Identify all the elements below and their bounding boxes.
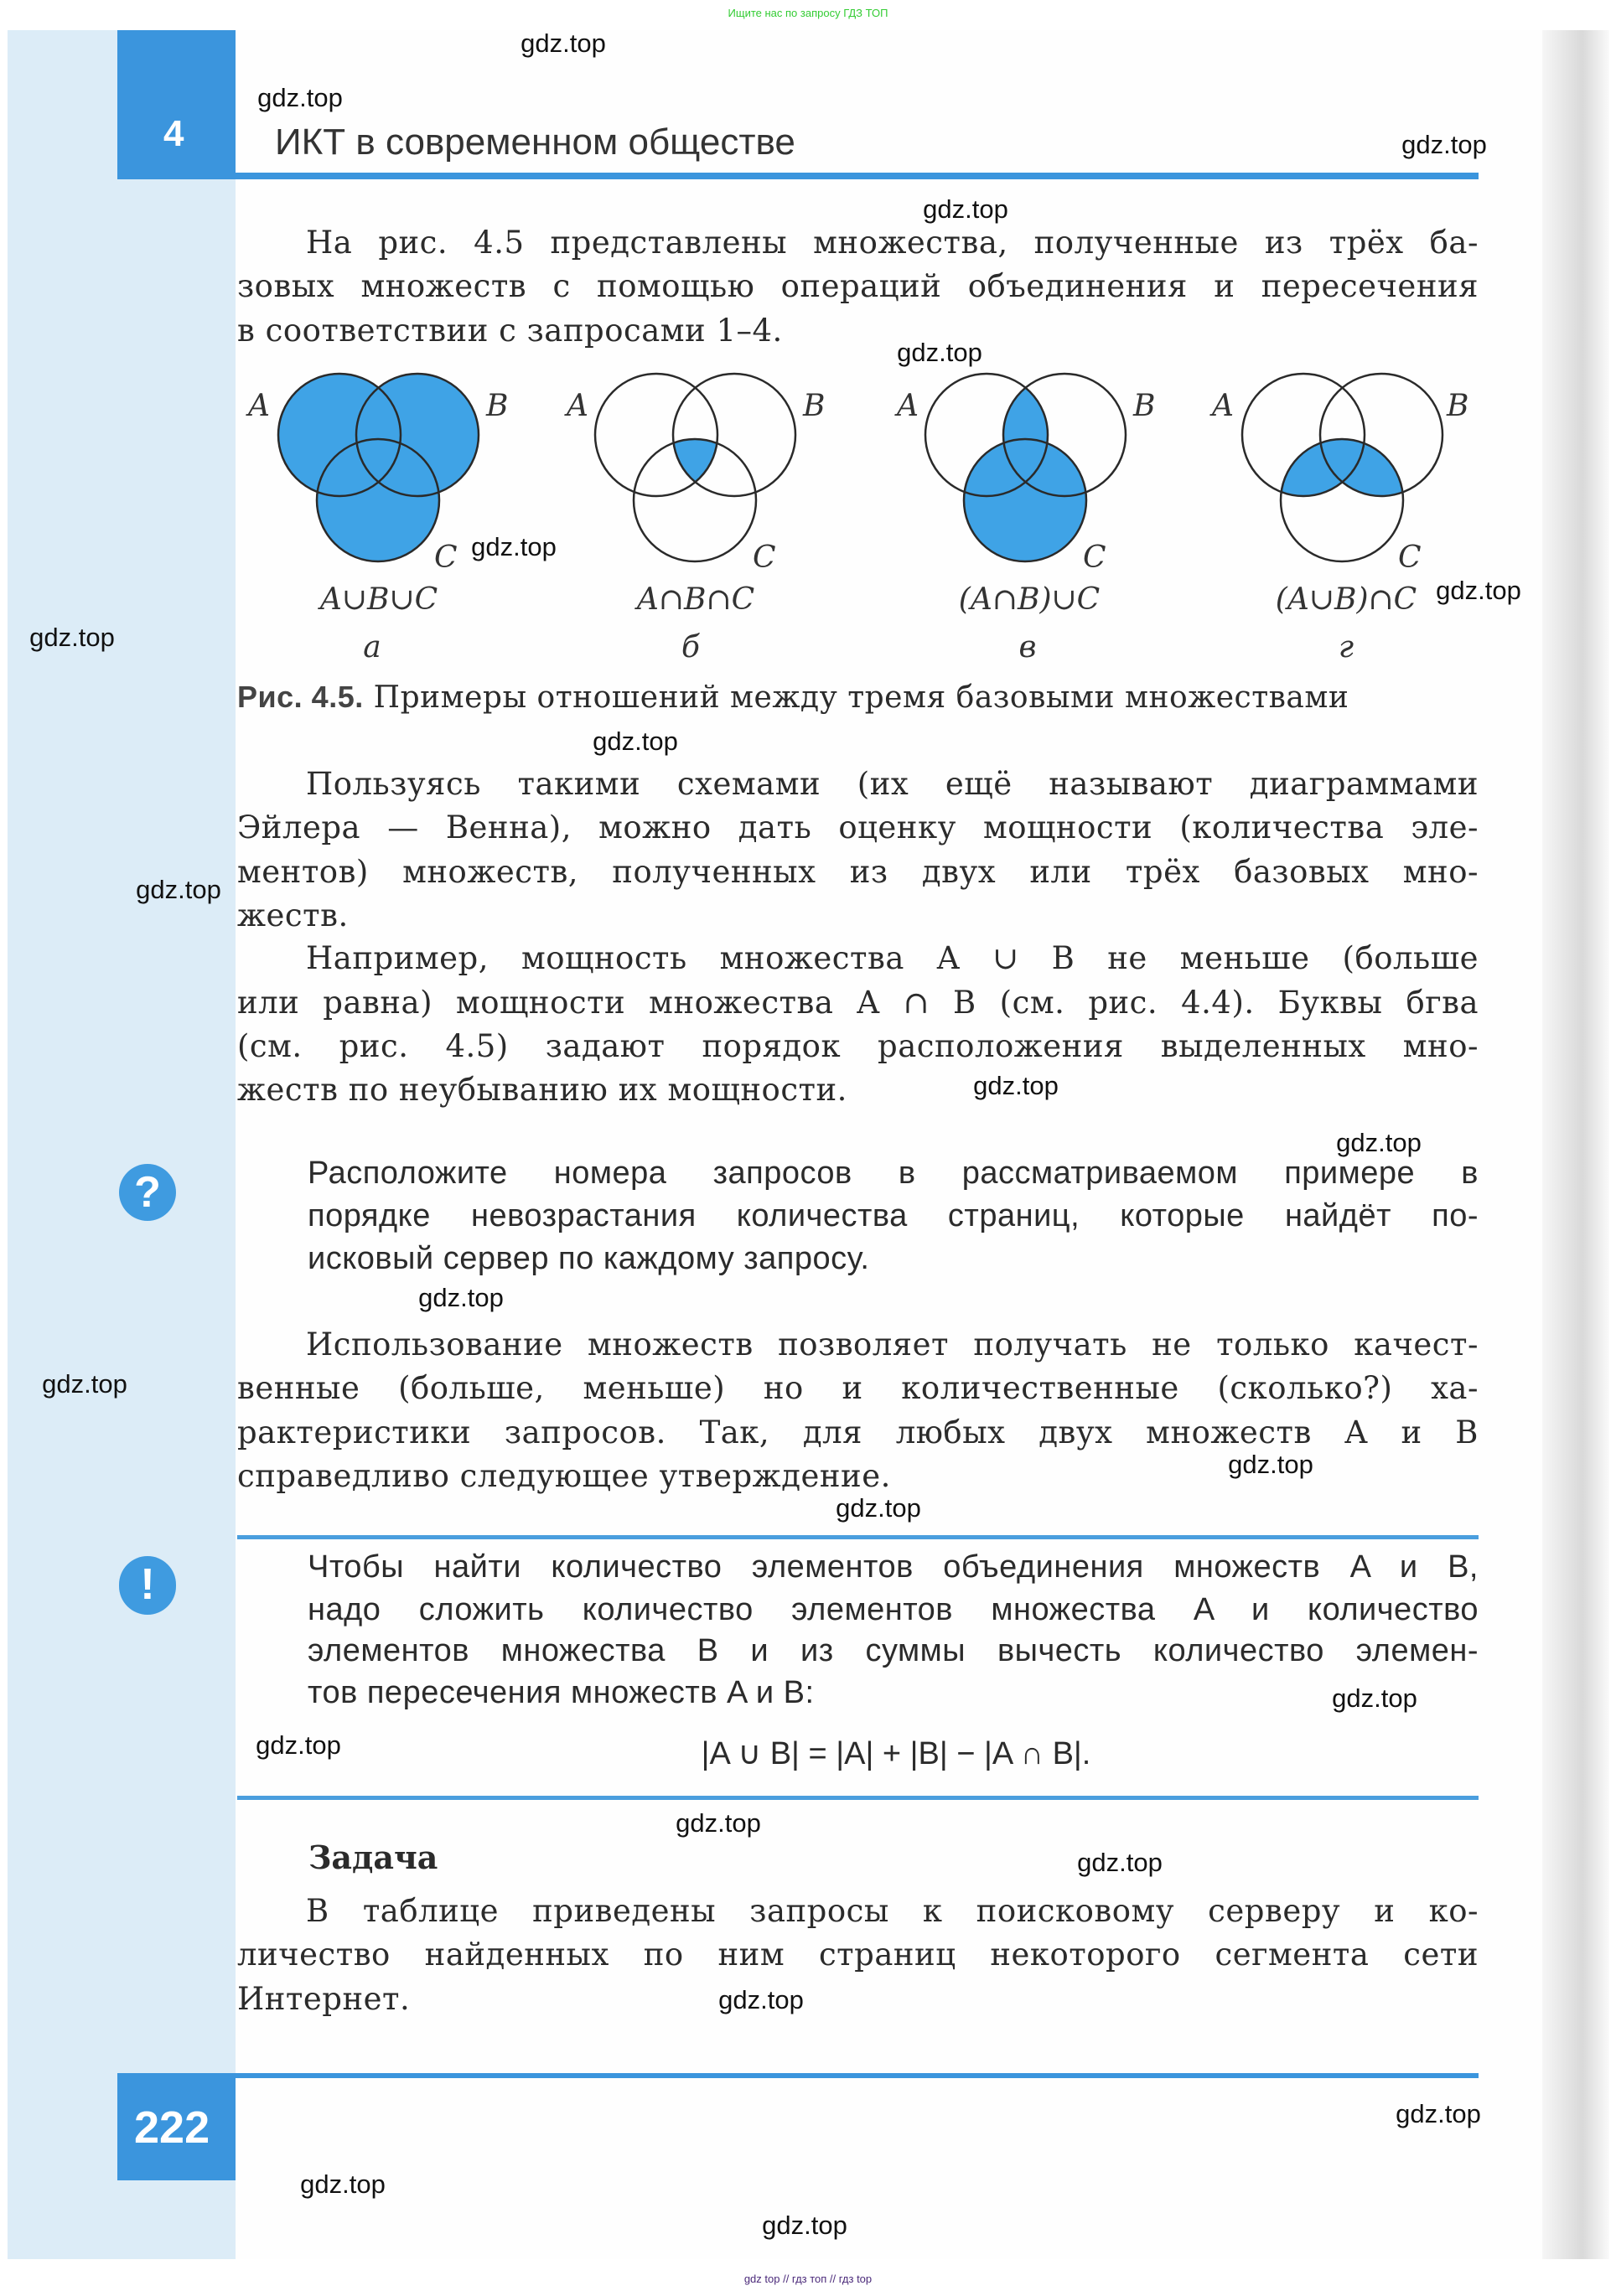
top-note: Ищите нас по запросу ГДЗ ТОП xyxy=(728,7,888,19)
watermark: gdz.top xyxy=(593,727,678,756)
text-line: Использование множеств позволяет получать не только качест- xyxy=(306,1326,1479,1363)
text-line: или равна) мощности множества A ∩ B (см. рис. 4.4). Буквы бгва xyxy=(237,985,1479,1021)
watermark: gdz.top xyxy=(1077,1848,1163,1877)
text-line: На рис. 4.5 представлены множества, полученные из трёх ба- xyxy=(306,225,1479,261)
watermark: gdz.top xyxy=(923,194,1008,224)
watermark: gdz.top xyxy=(256,1730,341,1760)
diagram-letter: в xyxy=(1018,630,1037,664)
question-icon: ? xyxy=(119,1164,176,1221)
rule-line: элементов множества B и из суммы вычесть количество элемен- xyxy=(308,1633,1479,1668)
rule-box-bottom-divider xyxy=(237,1796,1479,1800)
rule-line: надо сложить количество элементов множества A и количество xyxy=(308,1592,1479,1627)
set-label-a: A xyxy=(248,389,270,423)
watermark: gdz.top xyxy=(1396,2099,1481,2128)
text-line: венные (больше, меньше) но и количественные (сколько?) ха- xyxy=(237,1370,1479,1406)
figure-caption xyxy=(237,675,1479,720)
set-label-c: C xyxy=(434,540,458,575)
text-line: (см. рис. 4.5) задают порядок расположения выделенных мно- xyxy=(237,1028,1479,1064)
watermark: gdz.top xyxy=(1336,1128,1422,1157)
watermark: gdz.top xyxy=(1401,130,1487,159)
watermark: gdz.top xyxy=(418,1283,504,1312)
footer-note: gdz top // гдз топ // гдз top xyxy=(743,2273,873,2285)
diagram-letter: б xyxy=(681,630,700,664)
set-label-a: A xyxy=(567,389,588,423)
set-label-a: A xyxy=(897,389,919,423)
watermark: gdz.top xyxy=(718,1985,804,2014)
text-line: справедливо следующее утверждение. xyxy=(237,1458,891,1494)
text-line: Интернет. xyxy=(237,1981,411,2017)
set-label-b: B xyxy=(803,389,826,423)
set-label-a: A xyxy=(1212,389,1234,423)
set-label-c: C xyxy=(753,540,776,575)
caption-text: Примеры отношений между тремя базовыми множествами xyxy=(373,680,1349,715)
page-number: 222 xyxy=(134,2102,210,2153)
text-line: жеств по неубыванию их мощности. xyxy=(237,1072,847,1108)
watermark: gdz.top xyxy=(300,2169,386,2199)
watermark: gdz.top xyxy=(973,1071,1059,1100)
watermark: gdz.top xyxy=(897,338,982,367)
exclamation-icon: ! xyxy=(119,1556,176,1615)
text-line: жеств. xyxy=(237,897,349,933)
rule-box-top-divider xyxy=(237,1535,1479,1539)
watermark: gdz.top xyxy=(471,532,557,561)
watermark: gdz.top xyxy=(29,623,115,652)
watermark: gdz.top xyxy=(836,1493,921,1523)
venn-figure xyxy=(0,0,1616,670)
question-line: исковый сервер по каждому запросу. xyxy=(308,1241,870,1276)
watermark: gdz.top xyxy=(1436,576,1521,605)
watermark: gdz.top xyxy=(1332,1683,1417,1713)
footer-rule xyxy=(117,2073,1479,2078)
text-line: рактеристики запросов. Так, для любых двух множеств A и B xyxy=(237,1414,1479,1451)
watermark: gdz.top xyxy=(762,2211,847,2240)
question-line: порядке невозрастания количества страниц, которые найдёт по- xyxy=(308,1198,1479,1233)
watermark: gdz.top xyxy=(521,28,606,58)
set-a-outline xyxy=(595,374,717,496)
set-label-c: C xyxy=(1398,540,1422,575)
set-label-b: B xyxy=(1133,389,1156,423)
caption-label: Рис. 4.5. xyxy=(237,680,364,714)
rule-line: тов пересечения множеств A и B: xyxy=(308,1675,815,1710)
watermark: gdz.top xyxy=(42,1369,127,1399)
set-label-b: B xyxy=(1447,389,1469,423)
formula: |A ∪ B| = |A| + |B| − |A ∩ B|. xyxy=(701,1736,1091,1771)
diagram-expression: (A∩B)∪C xyxy=(958,582,1101,617)
page-title: ИКТ в современном обществе xyxy=(275,122,795,163)
diagram-letter: г xyxy=(1338,630,1354,664)
watermark: gdz.top xyxy=(136,875,221,904)
watermark: gdz.top xyxy=(1228,1450,1313,1479)
rule-line: Чтобы найти количество элементов объединения множеств A и B, xyxy=(308,1549,1479,1585)
set-label-b: B xyxy=(486,389,509,423)
text-line: зовых множеств с помощью операций объединения и пересечения xyxy=(237,268,1479,304)
text-line: Например, мощность множества A ∪ B не меньше (больше xyxy=(306,940,1479,976)
watermark: gdz.top xyxy=(676,1808,761,1838)
diagram-expression: A∩B∩C xyxy=(636,582,755,617)
text-line: В таблице приведены запросы к поисковому серверу и ко- xyxy=(306,1893,1479,1929)
diagram-letter: а xyxy=(363,630,381,664)
diagram-expression: A∪B∪C xyxy=(319,582,438,617)
watermark: gdz.top xyxy=(257,83,343,112)
diagram-expression: (A∪B)∩C xyxy=(1275,582,1417,617)
question-line: Расположите номера запросов в рассматриваемом примере в xyxy=(308,1156,1479,1191)
text-line: в соответствии с запросами 1–4. xyxy=(237,313,783,349)
task-heading: Задача xyxy=(308,1838,438,1876)
set-b-outline xyxy=(673,374,795,496)
chapter-number: 4 xyxy=(163,113,184,154)
text-line: Пользуясь такими схемами (их ещё называют диаграммами xyxy=(306,766,1479,802)
text-line: личество найденных по ним страниц некоторого сегмента сети xyxy=(237,1937,1479,1973)
text-line: Эйлера — Венна), можно дать оценку мощности (количества эле- xyxy=(237,809,1479,845)
set-label-c: C xyxy=(1083,540,1106,575)
text-line: ментов) множеств, полученных из двух или трёх базовых мно- xyxy=(237,854,1479,890)
